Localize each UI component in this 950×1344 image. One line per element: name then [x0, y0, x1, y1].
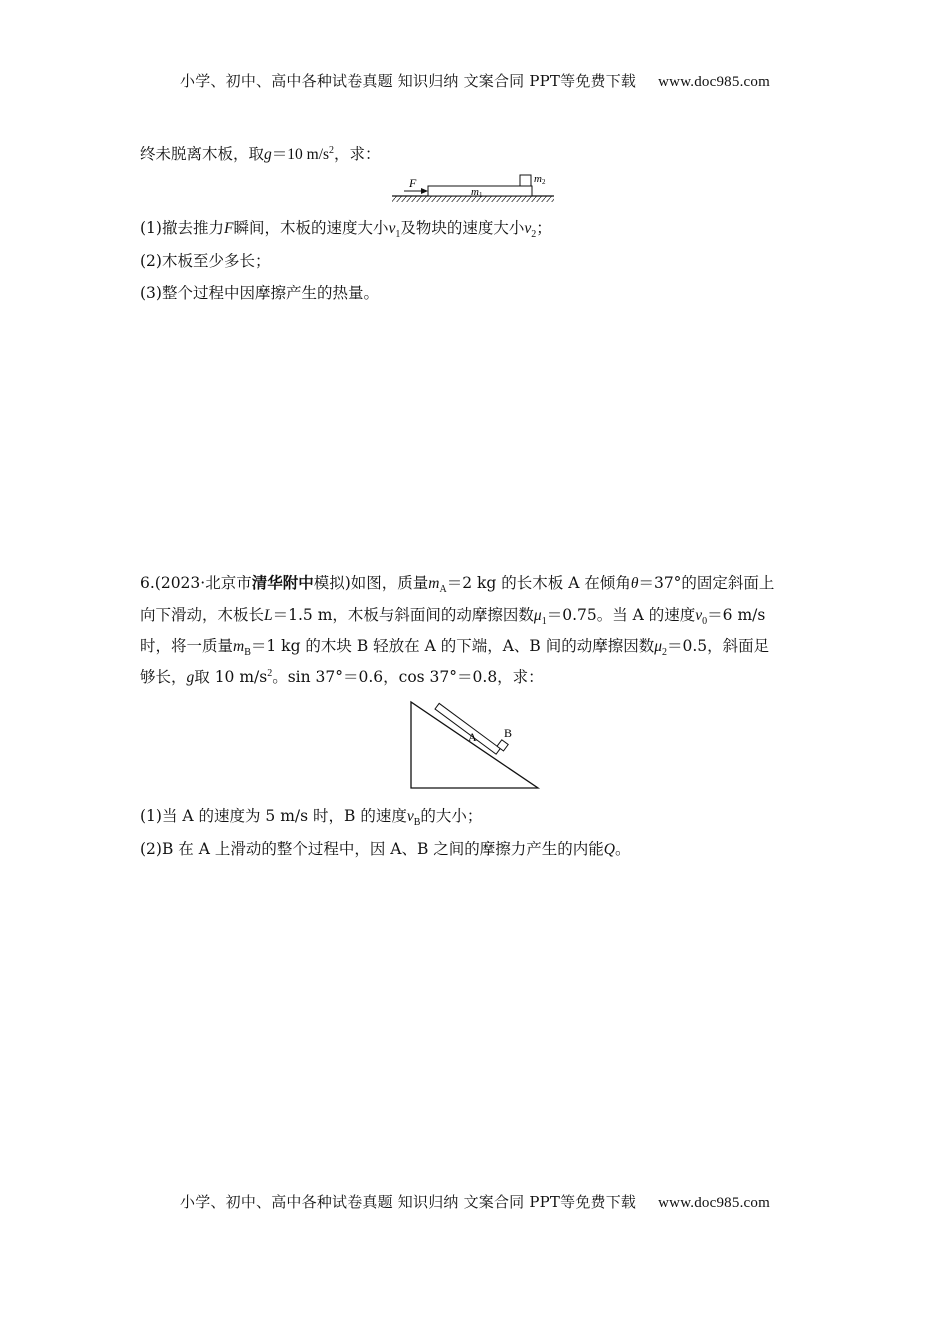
p5-g-value: ＝10 m/s [271, 146, 330, 163]
p5-g-sup: 2 [329, 144, 335, 156]
p6-l2-c: ＝0.75。当 A 的速度 [546, 606, 696, 624]
p6-q1-v: v [406, 808, 414, 825]
force-arrowhead [421, 188, 428, 194]
p6-line-1 [140, 573, 774, 594]
p6-l4-sup: 2 [267, 667, 273, 679]
p6-school: 清华附中 [251, 574, 314, 592]
p6-l3-a: 时，将一质量 [140, 637, 234, 655]
p6-l1-d: ＝37°的固定斜面上 [638, 574, 775, 592]
page-header [0, 70, 950, 91]
p6-line-3 [140, 636, 769, 657]
p5-g-symbol: g [264, 146, 272, 163]
p6-q1-b: 的大小； [420, 807, 483, 825]
header-text: 小学、初中、高中各种试卷真题 知识归纳 文案合同 PPT等免费下载 [180, 72, 637, 90]
p6-l4-c: 。sin 37°＝0.6，cos 37°＝0.8，求： [272, 668, 544, 686]
p6-l1-c: ＝2 kg 的长木板 A 在倾角 [446, 574, 631, 592]
p6-l1-b: 模拟)如图，质量 [313, 574, 429, 592]
p6-l3-m: m [233, 638, 245, 655]
p6-l4-a: 够长， [140, 668, 187, 686]
p6-l1-m: m [428, 575, 440, 592]
incline-triangle [411, 702, 538, 788]
block-m2 [520, 175, 531, 186]
p5-q1-sub1: 1 [395, 229, 401, 241]
m2-label: m2 [534, 173, 546, 186]
p5-q1-F: F [223, 220, 234, 237]
p6-l2-mu: μ [533, 607, 542, 624]
header-site: www.doc985.com [658, 74, 770, 90]
p6-l2-d: ＝6 m/s [707, 606, 766, 624]
p6-l2-a: 向下滑动，木板长 [140, 606, 265, 624]
m1-label: m1 [471, 186, 483, 199]
p6-q2-a: (2)B 在 A 上滑动的整个过程中，因 A、B 之间的摩擦力产生的内能 [140, 840, 604, 858]
p5-question-2: (2)木板至少多长； [140, 252, 271, 270]
board-block-figure [390, 168, 570, 206]
p6-question-2 [140, 839, 630, 860]
p6-l4-b: 取 10 m/s [194, 668, 268, 686]
p5-q1-b: 瞬间，木板的速度大小 [233, 219, 389, 237]
p6-l3-mu: μ [654, 638, 663, 655]
p6-l2-v: v [695, 607, 703, 624]
p6-question-1 [140, 806, 482, 827]
p6-l1-theta: θ [630, 575, 639, 592]
label-B: B [504, 726, 513, 740]
p6-l3-sub2: 2 [662, 647, 668, 659]
p5-intro-suffix: ，求： [334, 145, 381, 163]
p6-l3-c: ＝0.5，斜面足 [667, 637, 770, 655]
p6-q1-sub: B [413, 817, 421, 829]
p6-l3-b: ＝1 kg 的木块 B 轻放在 A 的下端，A、B 间的动摩擦因数 [250, 637, 655, 655]
p6-l1-a: 6.(2023·北京市 [140, 574, 252, 592]
footer-site: www.doc985.com [658, 1195, 770, 1211]
p5-q1-v1: v [388, 220, 396, 237]
p5-question-3: (3)整个过程中因摩擦产生的热量。 [140, 284, 379, 302]
p5-q1-d: ； [536, 219, 552, 237]
p6-l1-subA: A [439, 584, 447, 596]
p6-l3-subB: B [244, 647, 251, 659]
label-A: A [468, 730, 477, 744]
p5-question-1 [140, 218, 552, 239]
force-label: F [409, 176, 417, 190]
p6-line-2 [140, 605, 765, 626]
p5-intro-prefix: 终未脱离木板，取 [140, 145, 265, 163]
p6-l2-sub1: 1 [541, 616, 547, 628]
p6-l2-sub0: 0 [702, 616, 708, 628]
p5-q1-sub2: 2 [531, 229, 537, 241]
p6-l2-L: L [264, 607, 273, 624]
p6-q2-b: 。 [614, 840, 631, 858]
p6-l4-g: g [186, 669, 195, 686]
p5-q1-c: 及物块的速度大小 [400, 219, 525, 237]
p6-l2-b: ＝1.5 m，木板与斜面间的动摩擦因数 [272, 606, 534, 624]
p6-q2-Q: Q [603, 841, 615, 858]
footer-text: 小学、初中、高中各种试卷真题 知识归纳 文案合同 PPT等免费下载 [180, 1193, 637, 1211]
p5-q1-a: (1)撤去推力 [140, 219, 224, 237]
p6-q1-a: (1)当 A 的速度为 5 m/s 时，B 的速度 [140, 807, 407, 825]
incline-figure [405, 697, 550, 795]
p5-intro-line [140, 144, 381, 165]
page-footer [0, 1191, 950, 1212]
p6-line-4 [140, 667, 544, 688]
p5-q1-v2: v [524, 220, 532, 237]
